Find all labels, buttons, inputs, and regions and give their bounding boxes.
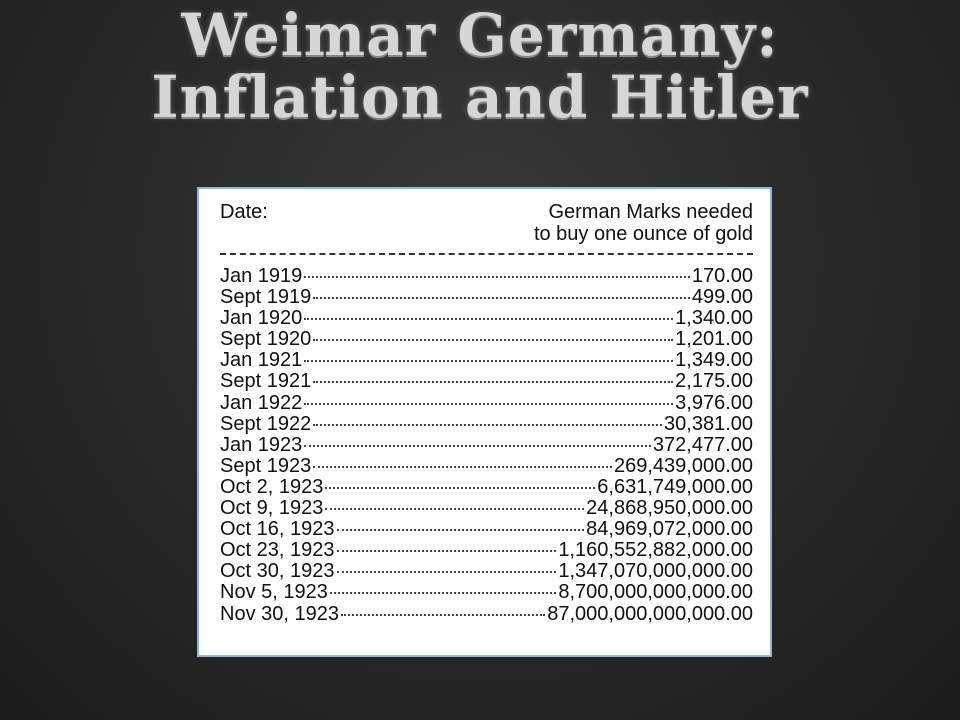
table-row — [220, 535, 753, 562]
dot-leader — [304, 430, 651, 451]
dot-leader — [304, 261, 690, 282]
dot-leader — [313, 409, 662, 430]
row-marks-value: 1,160,552,882,000.00 — [558, 539, 753, 562]
row-marks-value: 1,349.00 — [675, 349, 753, 372]
row-date: Sept 1919 — [220, 286, 312, 309]
row-date: Nov 5, 1923 — [220, 581, 328, 604]
row-date: Oct 16, 1923 — [220, 518, 335, 541]
table-rows — [220, 261, 753, 625]
row-marks-value: 170.00 — [691, 265, 753, 287]
row-date: Oct 2, 1923 — [220, 475, 324, 498]
row-marks-value: 6,631,749,000.00 — [597, 475, 753, 498]
table-row — [220, 514, 753, 541]
dot-leader — [325, 493, 584, 514]
dot-leader — [304, 388, 673, 409]
row-date: Jan 1919 — [220, 265, 303, 287]
table-header — [220, 201, 753, 249]
table-row — [220, 261, 753, 287]
row-marks-value: 1,347,070,000,000.00 — [558, 560, 753, 583]
row-date: Sept 1921 — [220, 370, 312, 393]
table-row — [220, 556, 753, 583]
dot-leader — [304, 345, 673, 366]
dot-leader — [313, 451, 612, 472]
dot-leader — [313, 366, 673, 387]
row-date: Nov 30, 1923 — [220, 602, 339, 625]
row-date: Sept 1923 — [220, 454, 312, 477]
table-row — [220, 282, 753, 309]
row-date: Jan 1921 — [220, 349, 303, 372]
row-marks-value: 87,000,000,000,000.00 — [547, 602, 753, 625]
row-date: Sept 1920 — [220, 328, 312, 351]
table-row — [220, 493, 753, 520]
row-date: Jan 1922 — [220, 391, 303, 414]
table-row — [220, 345, 753, 372]
gold-price-table-image — [197, 187, 772, 657]
dashed-divider — [220, 253, 753, 255]
table-row — [220, 324, 753, 351]
slide-title-line-1: Weimar Germany: — [181, 1, 779, 69]
dot-leader — [337, 535, 557, 556]
dot-leader — [330, 577, 557, 598]
slide-title — [0, 1, 960, 131]
dot-leader — [337, 514, 585, 535]
table-row — [220, 472, 753, 498]
table-row — [220, 366, 753, 393]
row-date: Oct 23, 1923 — [220, 539, 335, 562]
table-row — [220, 577, 753, 604]
gold-price-table — [220, 201, 753, 625]
slide-title-line-2: Inflation and Hitler — [151, 63, 809, 131]
row-date: Sept 1922 — [220, 412, 312, 435]
header-marks — [534, 201, 753, 245]
header-date: Date: — [220, 201, 268, 223]
dot-leader — [313, 324, 673, 345]
dot-leader — [304, 303, 673, 324]
dot-leader — [325, 472, 595, 493]
row-marks-value: 269,439,000.00 — [613, 454, 753, 477]
dot-leader — [337, 556, 557, 577]
row-marks-value: 2,175.00 — [675, 370, 753, 393]
row-marks-value: 84,969,072,000.00 — [586, 518, 753, 541]
row-marks-value: 24,868,950,000.00 — [586, 497, 753, 520]
row-date: Jan 1920 — [220, 307, 303, 330]
row-date: Jan 1923 — [220, 433, 303, 456]
row-date: Oct 9, 1923 — [220, 497, 324, 520]
row-marks-value: 1,340.00 — [675, 307, 753, 330]
row-marks-value: 372,477.00 — [652, 433, 753, 456]
row-marks-value: 30,381.00 — [664, 412, 753, 435]
header-marks-line-2: to buy one ounce of gold — [533, 223, 753, 245]
row-marks-value: 3,976.00 — [675, 391, 753, 414]
row-marks-value: 8,700,000,000,000.00 — [558, 581, 753, 604]
row-marks-value: 1,201.00 — [675, 328, 753, 351]
header-marks-line-1: German Marks needed — [548, 201, 753, 223]
row-date: Oct 30, 1923 — [220, 560, 335, 583]
table-row — [220, 303, 753, 330]
row-marks-value: 499.00 — [691, 286, 753, 309]
dot-leader — [341, 599, 545, 620]
dot-leader — [313, 282, 690, 303]
